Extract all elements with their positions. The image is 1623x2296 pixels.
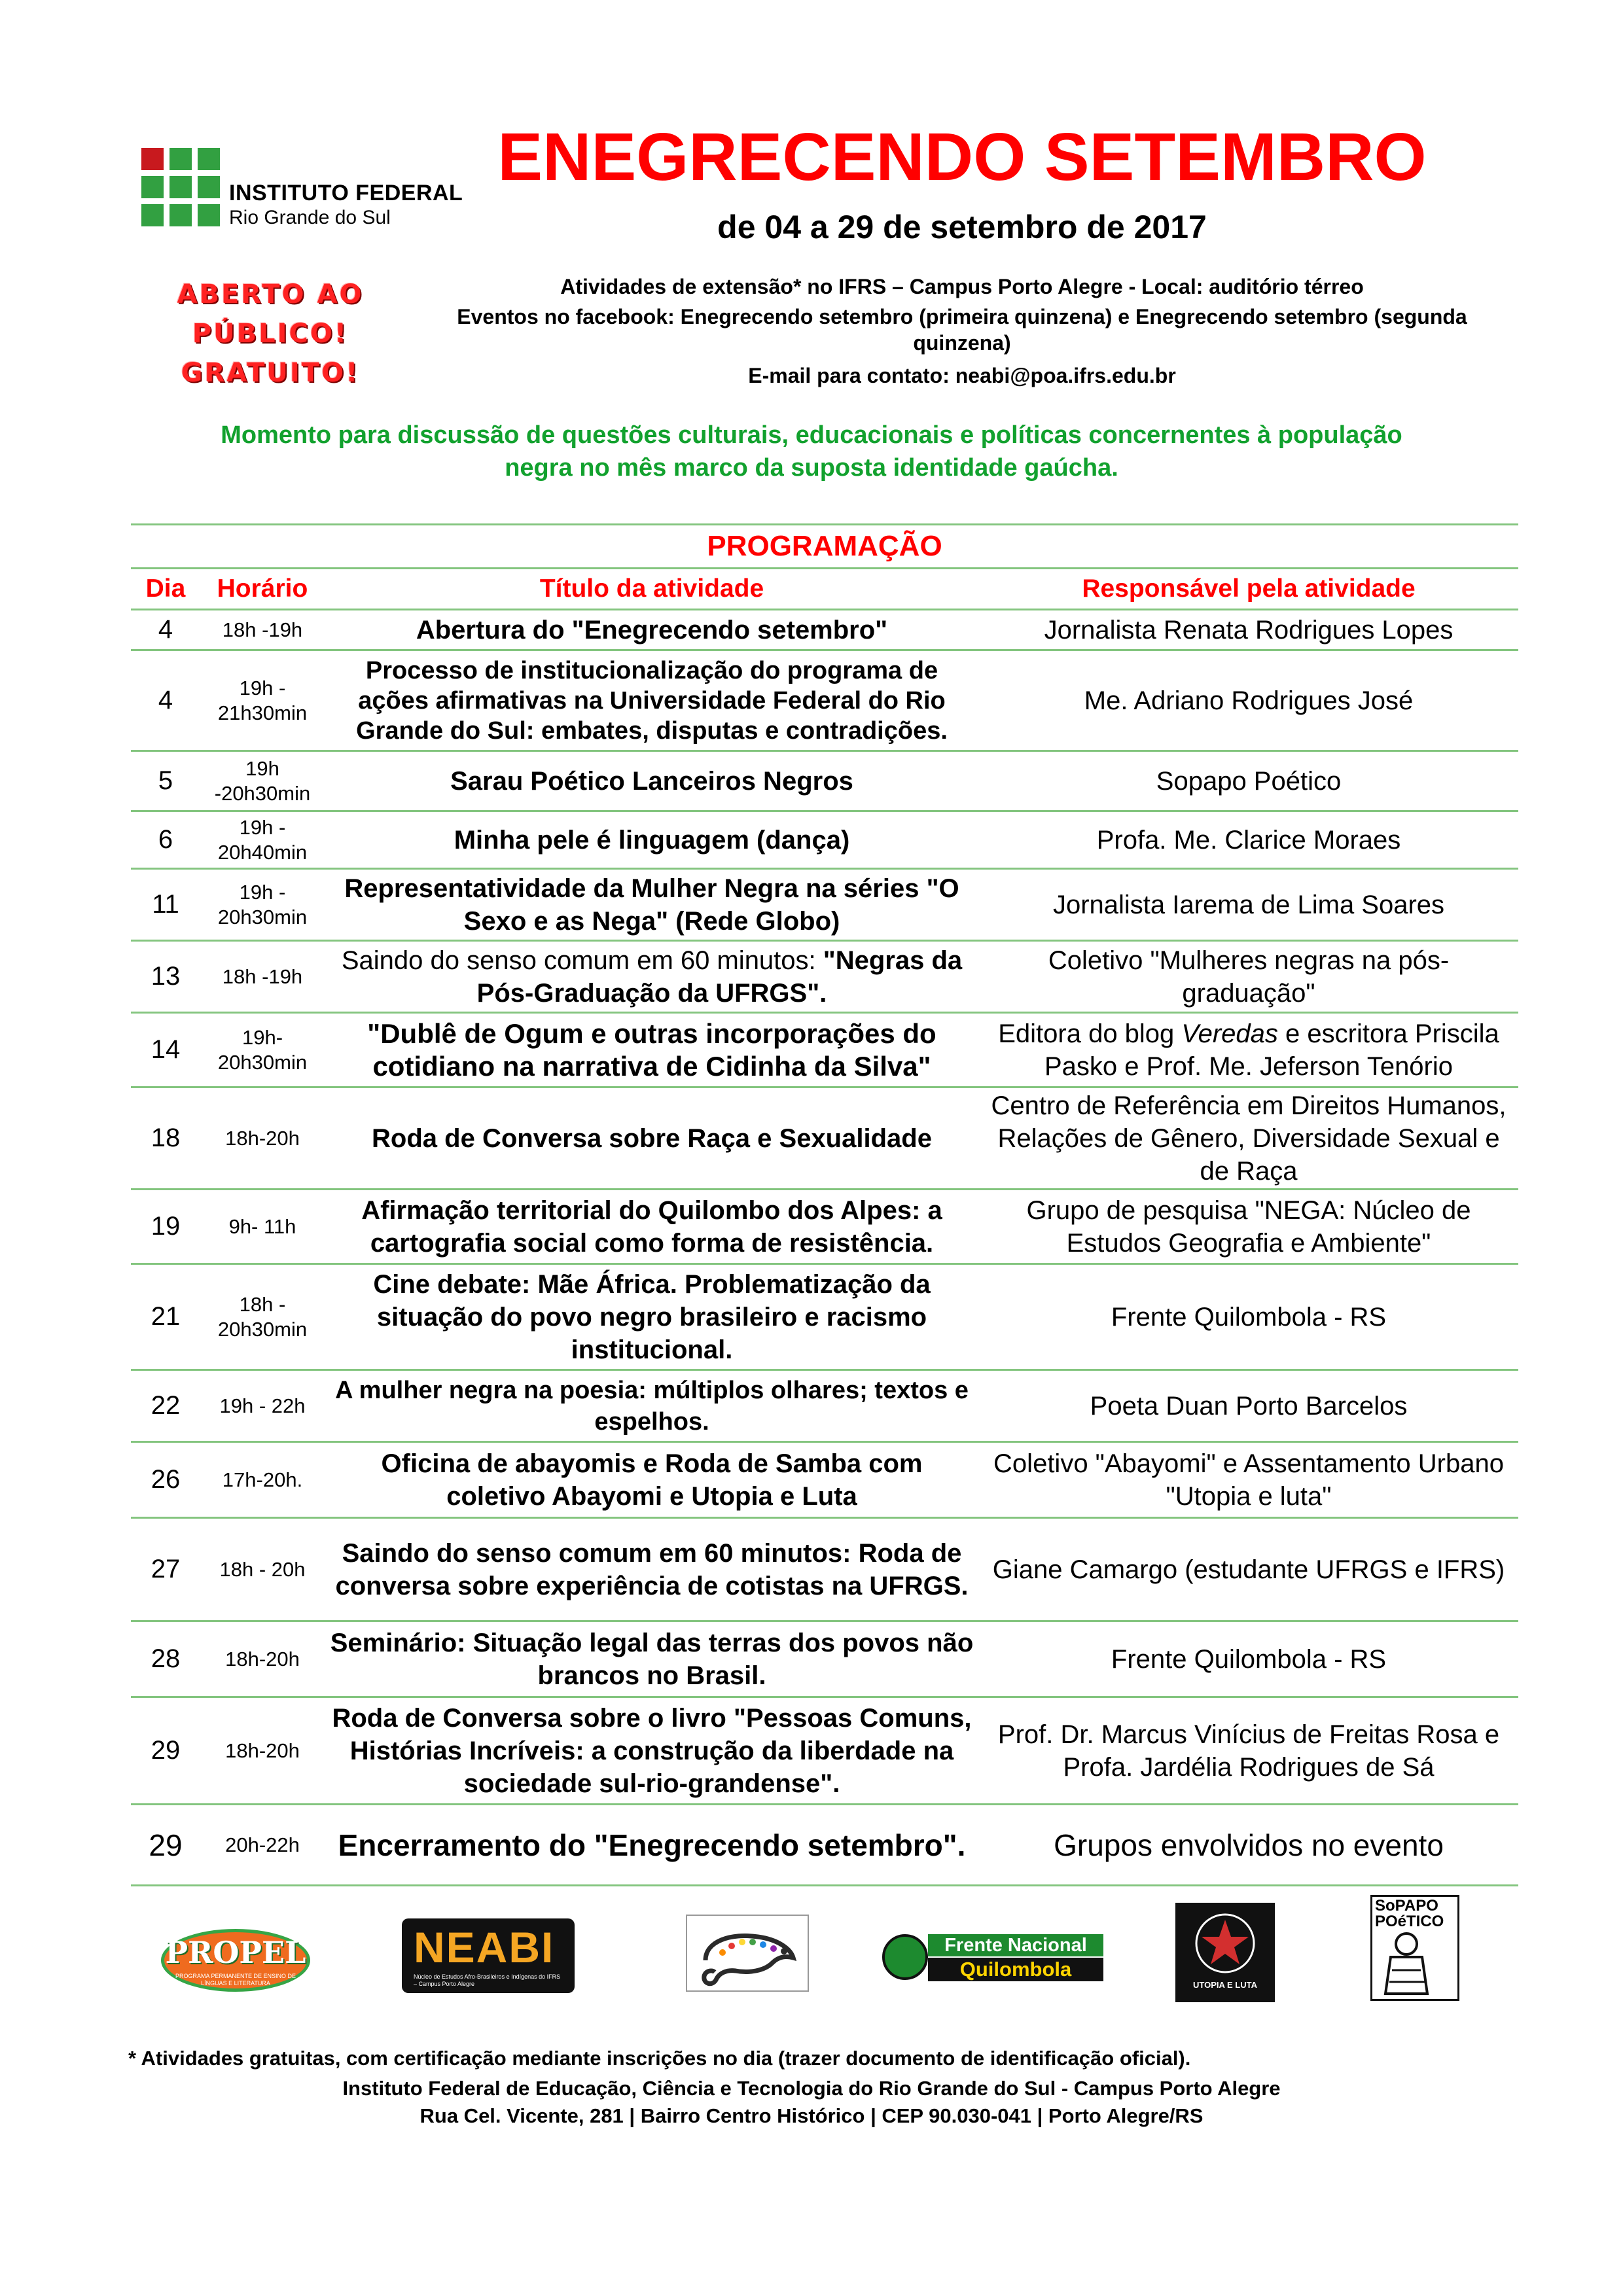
propel-logo-name: PROPEL (165, 1935, 306, 1970)
table-row (131, 1264, 1518, 1370)
cell-responsible: Profa. Me. Clarice Moraes (979, 811, 1518, 869)
cell-title: A mulher negra na poesia: múltiplos olhares; textos e espelhos. (325, 1370, 979, 1442)
cell-day: 14 (131, 1013, 200, 1087)
cell-day: 28 (131, 1621, 200, 1697)
neabi-logo (402, 1918, 575, 1993)
institution-name: Instituto Federal de Educação, Ciência e Tecnologia do Rio Grande do Sul - Campus Porto Alegre (342, 2077, 1281, 2100)
cell-responsible: Sopapo Poético (979, 751, 1518, 811)
cell-title: Minha pele é linguagem (dança) (325, 811, 979, 869)
cell-time: 18h -19h (200, 610, 325, 650)
table-row (131, 751, 1518, 811)
cell-title: Roda de Conversa sobre o livro "Pessoas Comuns, Histórias Incríveis: a construção da liberdade na sociedade sul-rio-grandense". (325, 1697, 979, 1805)
table-row (131, 610, 1518, 650)
date-range: de 04 a 29 de setembro de 2017 (717, 209, 1207, 245)
cell-time: 18h -19h (200, 941, 325, 1013)
ifrs-logo (141, 148, 463, 228)
cell-time: 18h-20h (200, 1087, 325, 1190)
cell-resp-post: e escritora Priscila Pasko e Prof. Me. Jeferson Tenório (1044, 1019, 1499, 1081)
cell-responsible: Grupo de pesquisa "NEGA: Núcleo de Estudos Geografia e Ambiente" (979, 1190, 1518, 1264)
cell-title: Encerramento do "Enegrecendo setembro". (325, 1805, 979, 1886)
frente-logo-line2: Quilombola (928, 1958, 1103, 1981)
cell-time: 19h -20h30min (200, 751, 325, 811)
cell-day: 29 (131, 1805, 200, 1886)
cell-responsible: Poeta Duan Porto Barcelos (979, 1370, 1518, 1442)
cell-time: 19h - 21h30min (200, 650, 325, 751)
column-header-day: Dia (131, 569, 200, 610)
neabi-logo-name: NEABI (414, 1923, 555, 1971)
cell-title: Abertura do "Enegrecendo setembro" (325, 610, 979, 650)
table-row (131, 1518, 1518, 1621)
utopia-e-luta-logo (1175, 1903, 1275, 2002)
cell-responsible: Frente Quilombola - RS (979, 1264, 1518, 1370)
propel-logo (161, 1929, 310, 1992)
cell-responsible: Prof. Dr. Marcus Vinícius de Freitas Rosa e Profa. Jardélia Rodrigues de Sá (979, 1697, 1518, 1805)
cell-responsible: Centro de Referência em Direitos Humanos, Relações de Gênero, Diversidade Sexual e de Raça (979, 1087, 1518, 1190)
cell-title-plain: Saindo do senso comum em 60 minutos: (341, 945, 823, 975)
table-row (131, 1442, 1518, 1518)
intro-text: Momento para discussão de questões culturais, educacionais e políticas concernentes à população negra no mês marco da suposta identidade gaúcha. (221, 421, 1402, 482)
propel-logo-caption: PROGRAMA PERMANENTE DE ENSINO DE LÍNGUAS E LITERATURA (175, 1973, 296, 1987)
cell-time: 17h-20h. (200, 1442, 325, 1518)
open-public-line: ABERTO AO (177, 279, 364, 309)
cell-time: 20h-22h (200, 1805, 325, 1886)
table-row (131, 1087, 1518, 1190)
chameleon-icon (686, 1915, 809, 1992)
frente-quilombola-logo (882, 1930, 1105, 1984)
cell-title: Processo de institucionalização do programa de ações afirmativas na Universidade Federal do Rio Grande do Sul: embates, disputas e contradições. (325, 650, 979, 751)
table-row (131, 941, 1518, 1013)
cell-time: 19h - 22h (200, 1370, 325, 1442)
location-info: Atividades de extensão* no IFRS – Campus Porto Alegre - Local: auditório térreo (560, 275, 1364, 298)
cell-title: Roda de Conversa sobre Raça e Sexualidade (325, 1087, 979, 1190)
column-header-row (131, 569, 1518, 610)
cell-time: 19h- 20h30min (200, 1013, 325, 1087)
cell-resp-italic: Veredas (1181, 1019, 1278, 1048)
cell-day: 13 (131, 941, 200, 1013)
schedule-heading-row (131, 525, 1518, 569)
cell-time: 9h- 11h (200, 1190, 325, 1264)
cell-title: Oficina de abayomis e Roda de Samba com coletivo Abayomi e Utopia e Luta (325, 1442, 979, 1518)
cell-title: Afirmação territorial do Quilombo dos Alpes: a cartografia social como forma de resistência. (325, 1190, 979, 1264)
table-row (131, 1370, 1518, 1442)
cell-title (325, 941, 979, 1013)
cell-day: 27 (131, 1518, 200, 1621)
cell-day: 4 (131, 650, 200, 751)
cell-responsible: Frente Quilombola - RS (979, 1621, 1518, 1697)
ifrs-logo-line1: INSTITUTO FEDERAL (229, 181, 463, 205)
table-row (131, 1013, 1518, 1087)
open-public-line: PÚBLICO! (192, 319, 349, 349)
cell-responsible: Coletivo "Mulheres negras na pós-graduação" (979, 941, 1518, 1013)
cell-title: Seminário: Situação legal das terras dos povos não brancos no Brasil. (325, 1621, 979, 1697)
page-title: ENEGRECENDO SETEMBRO (497, 119, 1427, 194)
cell-time: 18h-20h (200, 1697, 325, 1805)
table-row (131, 869, 1518, 941)
drummer-icon (1372, 1931, 1457, 1996)
cell-responsible: Giane Camargo (estudante UFRGS e IFRS) (979, 1518, 1518, 1621)
cell-title: Saindo do senso comum em 60 minutos: Roda de conversa sobre experiência de cotistas na UFRGS. (325, 1518, 979, 1621)
cell-responsible: Grupos envolvidos no evento (979, 1805, 1518, 1886)
chameleon-logo (686, 1915, 809, 1992)
table-row (131, 1190, 1518, 1264)
cell-time: 19h - 20h30min (200, 869, 325, 941)
column-header-time: Horário (200, 569, 325, 610)
cell-title: "Dublê de Ogum e outras incorporações do cotidiano na narrativa de Cidinha da Silva" (325, 1013, 979, 1087)
schedule-table (131, 523, 1518, 1886)
frente-logo-line1: Frente Nacional (928, 1934, 1103, 1956)
cell-day: 5 (131, 751, 200, 811)
cell-time: 18h - 20h (200, 1518, 325, 1621)
table-row (131, 1805, 1518, 1886)
sopapo-logo-name: SoPAPO POéTICO (1375, 1897, 1444, 1930)
cell-resp-pre: Editora do blog (998, 1019, 1182, 1048)
star-icon (1175, 1903, 1275, 1980)
table-row (131, 811, 1518, 869)
cell-responsible (979, 1013, 1518, 1087)
table-row (131, 650, 1518, 751)
cell-day: 26 (131, 1442, 200, 1518)
schedule-heading: PROGRAMAÇÃO (131, 525, 1518, 569)
cell-time: 19h - 20h40min (200, 811, 325, 869)
neabi-logo-caption: Núcleo de Estudos Afro-Brasileiros e Indígenas do IFRS – Campus Porto Alegre (414, 1973, 561, 1987)
cell-title-bold: "Negras da Pós-Graduação da UFRGS". (476, 945, 963, 1008)
column-header-title: Título da atividade (325, 569, 979, 610)
cell-time: 18h-20h (200, 1621, 325, 1697)
cell-day: 21 (131, 1264, 200, 1370)
cell-title: Representatividade da Mulher Negra na séries "O Sexo e as Nega" (Rede Globo) (325, 869, 979, 941)
cell-day: 4 (131, 610, 200, 650)
utopia-e-luta-caption: UTOPIA E LUTA (1193, 1980, 1257, 1990)
cell-responsible: Coletivo "Abayomi" e Assentamento Urbano "Utopia e luta" (979, 1442, 1518, 1518)
cell-day: 6 (131, 811, 200, 869)
table-row (131, 1621, 1518, 1697)
cell-day: 18 (131, 1087, 200, 1190)
institution-address: Rua Cel. Vicente, 281 | Bairro Centro Histórico | CEP 90.030-041 | Porto Alegre/RS (419, 2104, 1204, 2127)
cell-responsible: Jornalista Iarema de Lima Soares (979, 869, 1518, 941)
cell-title: Cine debate: Mãe África. Problematização da situação do povo negro brasileiro e racismo institucional. (325, 1264, 979, 1370)
cell-title: Sarau Poético Lanceiros Negros (325, 751, 979, 811)
open-public-badge (149, 275, 391, 393)
ifrs-logo-mark (141, 148, 220, 226)
sopapo-poetico-logo (1370, 1895, 1459, 2001)
frente-seal-icon (882, 1934, 928, 1980)
cell-day: 19 (131, 1190, 200, 1264)
cell-day: 11 (131, 869, 200, 941)
contact-email: E-mail para contato: neabi@poa.ifrs.edu.br (748, 364, 1176, 387)
open-public-line: GRATUITO! (181, 358, 360, 388)
footnote: * Atividades gratuitas, com certificação mediante inscrições no dia (trazer documento de identificação oficial). (128, 2047, 1191, 2070)
cell-day: 22 (131, 1370, 200, 1442)
ifrs-logo-line2: Rio Grande do Sul (229, 207, 391, 228)
table-row (131, 1697, 1518, 1805)
cell-day: 29 (131, 1697, 200, 1805)
cell-responsible: Me. Adriano Rodrigues José (979, 650, 1518, 751)
cell-time: 18h - 20h30min (200, 1264, 325, 1370)
cell-responsible: Jornalista Renata Rodrigues Lopes (979, 610, 1518, 650)
column-header-responsible: Responsável pela atividade (979, 569, 1518, 610)
facebook-events-info: Eventos no facebook: Enegrecendo setembro (primeira quinzena) e Enegrecendo setembro (segunda quinzena) (457, 305, 1467, 355)
